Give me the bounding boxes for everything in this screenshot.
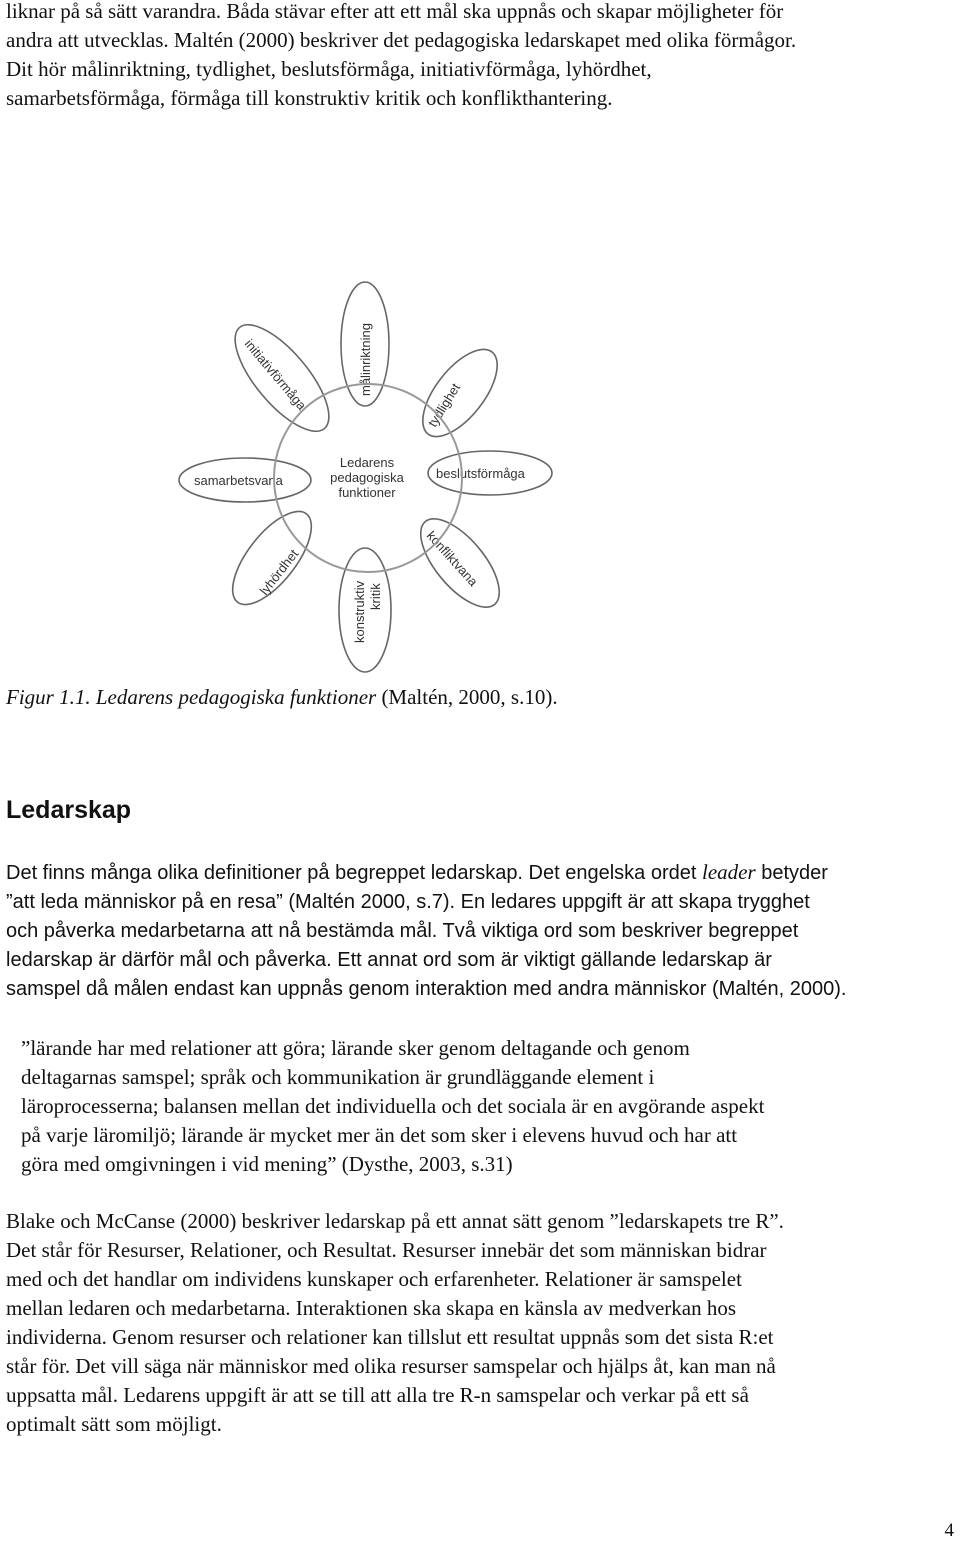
petal-label-top-left: initiativförmåga <box>241 336 310 413</box>
petal-top-left <box>220 311 345 446</box>
quote-line-5: göra med omgivningen i vid mening” (Dysthe, 2003, s.31) <box>21 1152 513 1176</box>
page-number: 4 <box>944 1520 954 1541</box>
quote-line-2: deltagarnas samspel; språk och kommunikation är grundläggande element i <box>21 1065 655 1089</box>
intro-line-3: Dit hör målinriktning, tydlighet, beslutsförmåga, initiativförmåga, lyhördhet, <box>6 57 652 81</box>
p1-line-5: samspel då målen endast kan uppnås genom interaktion med andra människor (Maltén, 2000). <box>6 978 847 1000</box>
p1-line-1-end: betyder <box>755 862 828 884</box>
p2-line-8: optimalt sätt som möjligt. <box>6 1412 222 1436</box>
quote-line-3: läroprocesserna; balansen mellan det individuella och det sociala är en avgörande aspekt <box>21 1094 765 1118</box>
caption-citation: (Maltén, 2000, s.10). <box>376 685 558 709</box>
petal-label-bottom-2: kritik <box>368 583 383 610</box>
figure-caption <box>6 683 558 712</box>
petal-label-right: beslutsförmåga <box>436 466 525 481</box>
section-heading: Ledarskap <box>6 796 132 824</box>
paragraph-tre-r <box>6 1207 956 1439</box>
p1-line-4: ledarskap är därför mål och påverka. Ett annat ord som är viktigt gällande ledarskap är <box>6 949 772 971</box>
p2-line-2: Det står för Resurser, Relationer, och Resultat. Resurser innebär det som människan bidrar <box>6 1238 767 1262</box>
intro-line-2: andra att utvecklas. Maltén (2000) beskriver det pedagogiska ledarskapet med olika förmågor. <box>6 28 797 52</box>
diagram-svg <box>150 238 580 678</box>
p2-line-3: med och det handlar om individens kunskaper och erfarenheter. Relationer är samspelet <box>6 1267 742 1291</box>
petal-bottom-left <box>219 499 326 617</box>
petal-top-right <box>409 337 511 449</box>
petal-label-bottom-right: konfliktvana <box>423 527 481 590</box>
petal-label-left: samarbetsvana <box>194 473 283 488</box>
quote-line-1: ”lärande har med relationer att göra; lärande sker genom deltagande och genom <box>21 1036 690 1060</box>
leadership-functions-diagram <box>150 238 580 678</box>
p2-line-5: individerna. Genom resurser och relationer kan tillslut ett resultat uppnås som det sista R:et <box>6 1325 774 1349</box>
p2-line-1: Blake och McCanse (2000) beskriver ledarskap på ett annat sätt genom ”ledarskapets tre R”. <box>6 1209 784 1233</box>
p1-line-3: och påverka medarbetarna att nå bestämda mål. Två viktiga ord som beskriver begreppet <box>6 920 799 942</box>
petal-label-top: målinriktning <box>358 323 373 396</box>
paragraph-ledarskap <box>6 858 956 1004</box>
p2-line-7: uppsatta mål. Ledarens uppgift är att se till att alla tre R-n samspelar och verkar på ett så <box>6 1383 749 1407</box>
block-quote <box>21 1034 956 1179</box>
center-label-1: Ledarens <box>339 455 395 470</box>
p1-line-1-text: Det finns många olika definitioner på begreppet ledarskap. Det engelska ordet <box>6 862 702 884</box>
center-label-3: funktioner <box>338 485 396 500</box>
petal-label-bottom-left: lyhördhet <box>256 546 302 598</box>
petal-bottom <box>339 548 391 672</box>
caption-title: Figur 1.1. Ledarens pedagogiska funktioner <box>6 685 377 709</box>
center-label-2: pedagogiska <box>330 470 404 485</box>
petal-bottom-right <box>407 506 513 620</box>
quote-line-4: på varje läromiljö; lärande är mycket mer än det som sker i elevens huvud och har att <box>21 1123 738 1147</box>
petal-label-top-right: tydlighet <box>424 380 464 430</box>
p1-line-1 <box>6 858 956 888</box>
p2-line-6: står för. Det vill säga när människor med olika resurser samspelar och hjälps åt, kan man nå <box>6 1354 776 1378</box>
petal-left <box>179 458 311 502</box>
p1-italic-word: leader <box>702 860 756 884</box>
petal-right <box>428 451 552 495</box>
intro-line-1: liknar på så sätt varandra. Båda stävar efter att ett mål ska uppnås och skapar möjligheter för <box>6 0 784 23</box>
petal-top <box>341 282 389 406</box>
intro-paragraph <box>6 0 956 113</box>
p1-line-2: ”att leda människor på en resa” (Maltén 2000, s.7). En ledares uppgift är att skapa trygghet <box>6 891 810 913</box>
p2-line-4: mellan ledaren och medarbetarna. Interaktionen ska skapa en känsla av medverkan hos <box>6 1296 737 1320</box>
intro-line-4: samarbetsförmåga, förmåga till konstruktiv kritik och konflikthantering. <box>6 86 613 110</box>
petal-label-bottom-1: konstruktiv <box>352 580 367 643</box>
